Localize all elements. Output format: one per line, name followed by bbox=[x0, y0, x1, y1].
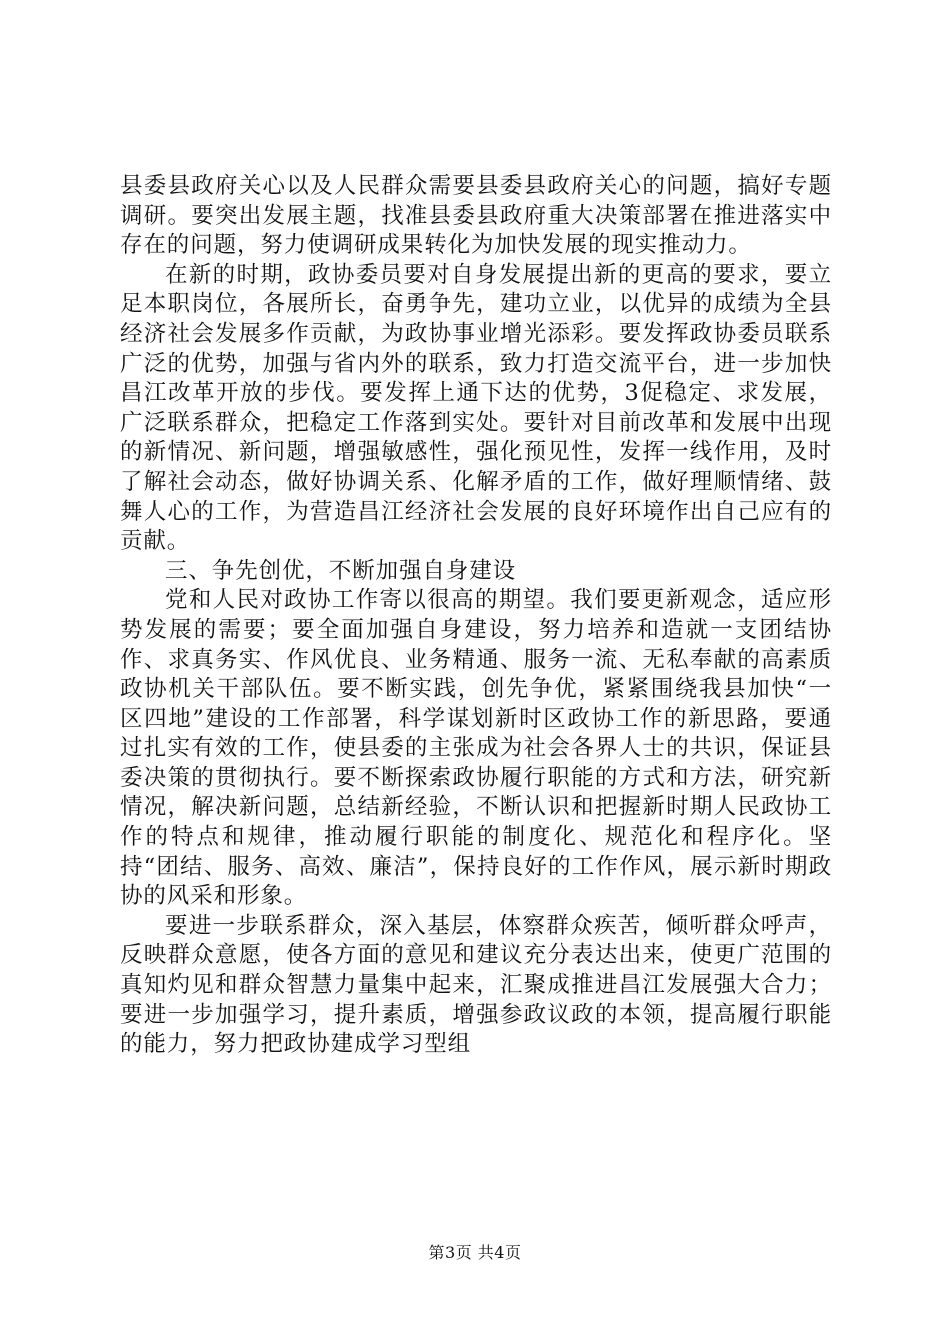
paragraph-3: 党和人民对政协工作寄以很高的期望。我们要更新观念，适应形势发展的需要；要全面加强自身建设，努力培养和造就一支团结协作、求真务实、作风优良、业务精通、服务一流、无私奉献的高素质政协机关干部队伍。要不断实践，创先争优，紧紧围绕我县加快“一区四地”建设的工作部署，科学谋划新时区政协工作的新思路，要通过扎实有效的工作，使县委的主张成为社会各界人士的共识，保证县委决策的贯彻执行。要不断探索政协履行职能的方式和方法，研究新情况，解决新问题，总结新经验，不断认识和把握新时期人民政协工作的特点和规律，推动履行职能的制度化、规范化和程序化。坚持“团结、服务、高效、廉洁”，保持良好的工作作风，展示新时期政协的风采和形象。 bbox=[120, 587, 832, 910]
paragraph-2: 在新的时期，政协委员要对自身发展提出新的更高的要求，要立足本职岗位，各展所长，奋勇争先，建功立业，以优异的成绩为全县经济社会发展多作贡献，为政协事业增光添彩。要发挥政协委员联系广泛的优势，加强与省内外的联系，致力打造交流平台，进一步加快昌江改革开放的步伐。要发挥上通下达的优势，3促稳定、求发展，广泛联系群众，把稳定工作落到实处。要针对目前改革和发展中出现的新情况、新问题，增强敏感性，强化预见性，发挥一线作用，及时了解社会动态，做好协调关系、化解矛盾的工作，做好理顺情绪、鼓舞人心的工作，为营造昌江经济社会发展的良好环境作出自己应有的贡献。 bbox=[120, 261, 832, 555]
paragraph-4: 要进一步联系群众，深入基层，体察群众疾苦，倾听群众呼声，反映群众意愿，使各方面的意见和建议充分表达出来，使更广范围的真知灼见和群众智慧力量集中起来，汇聚成推进昌江发展强大合力；要进一步加强学习，提升素质，增强参政议政的本领，提高履行职能的能力，努力把政协建成学习型组 bbox=[120, 912, 832, 1058]
document-body bbox=[120, 172, 832, 1060]
page-number-footer: 第3页 共4页 bbox=[428, 1243, 522, 1262]
paragraph-1: 县委县政府关心以及人民群众需要县委县政府关心的问题，搞好专题调研。要突出发展主题，找准县委县政府重大决策部署在推进落实中存在的问题，努力使调研成果转化为加快发展的现实推动力。 bbox=[120, 173, 832, 259]
section-heading: 三、争先创优，不断加强自身建设 bbox=[165, 557, 517, 584]
